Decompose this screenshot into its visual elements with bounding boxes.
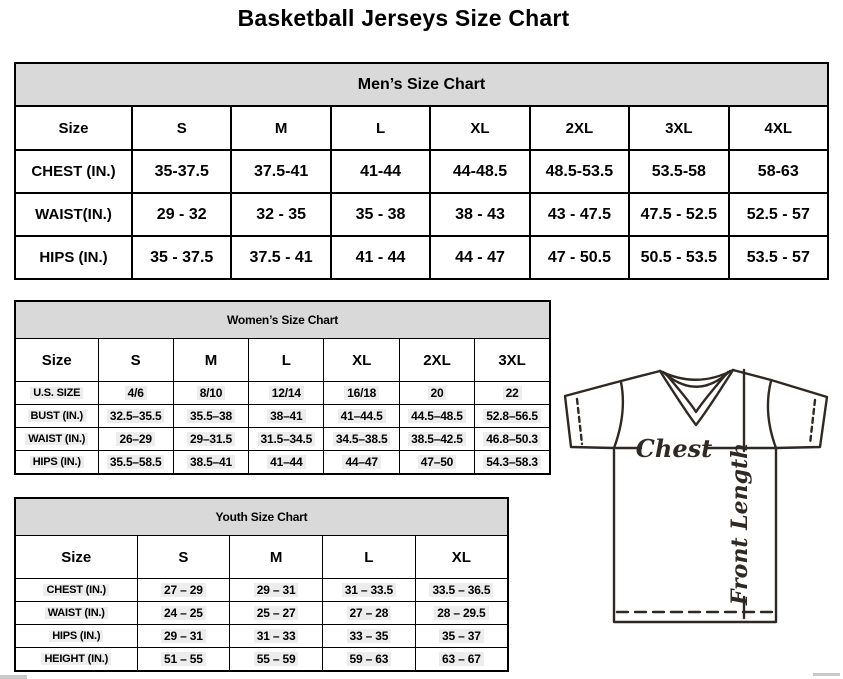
value-cell	[230, 602, 323, 625]
value-cell: 53.5-58	[629, 150, 728, 193]
cell-text: 12/14	[269, 386, 304, 400]
table-row	[15, 648, 508, 672]
cell-text: 22	[503, 386, 522, 400]
cell-text: 55 – 59	[254, 652, 299, 666]
column-header-m: M	[231, 106, 330, 150]
value-cell	[324, 428, 399, 451]
value-cell	[323, 602, 416, 625]
armhole-seam-left	[614, 382, 623, 448]
table-row	[15, 625, 508, 648]
column-header-m: M	[173, 339, 248, 382]
value-cell	[249, 405, 324, 428]
value-cell	[324, 382, 399, 405]
value-cell	[475, 405, 550, 428]
value-cell: 44 - 47	[430, 236, 529, 279]
cell-text: 41–44	[267, 455, 305, 469]
value-cell	[415, 648, 508, 672]
value-cell	[230, 648, 323, 672]
cell-text: U.S. SIZE	[30, 387, 83, 399]
row-label: HIPS (IN.)	[15, 236, 132, 279]
column-header-xl: XL	[430, 106, 529, 150]
cell-text: 41–44.5	[338, 409, 386, 423]
cell-text: 38–41	[267, 409, 305, 423]
cell-text: 31.5–34.5	[258, 432, 316, 446]
value-cell	[324, 405, 399, 428]
youth-section-title: Youth Size Chart	[15, 498, 508, 536]
row-label	[15, 579, 137, 602]
value-cell: 53.5 - 57	[729, 236, 828, 279]
header-row	[15, 339, 550, 382]
row-label	[15, 648, 137, 672]
cell-text: HIPS (IN.)	[49, 630, 103, 642]
value-cell: 58-63	[729, 150, 828, 193]
value-cell	[415, 602, 508, 625]
size-header-cell: Size	[15, 339, 98, 382]
value-cell: 48.5-53.5	[530, 150, 629, 193]
column-header-l: L	[331, 106, 430, 150]
table-row	[15, 428, 550, 451]
value-cell	[415, 625, 508, 648]
value-cell: 43 - 47.5	[530, 193, 629, 236]
cell-text: 33 – 35	[347, 629, 392, 643]
column-header-xl: XL	[324, 339, 399, 382]
cell-text: 35.5–58.5	[107, 455, 165, 469]
row-label	[15, 382, 98, 405]
scrollbar-fragment-right	[813, 673, 840, 676]
cell-text: 63 – 67	[439, 652, 484, 666]
value-cell: 50.5 - 53.5	[629, 236, 728, 279]
cell-text: 52.8–56.5	[483, 409, 541, 423]
value-cell	[323, 579, 416, 602]
page-title: Basketball Jerseys Size Chart	[237, 5, 570, 31]
cell-text: 24 – 25	[161, 606, 206, 620]
value-cell	[323, 648, 416, 672]
value-cell	[475, 428, 550, 451]
value-cell	[98, 405, 173, 428]
column-header-4xl: 4XL	[729, 106, 828, 150]
value-cell	[173, 451, 248, 475]
value-cell	[173, 382, 248, 405]
row-label	[15, 602, 137, 625]
value-cell	[323, 625, 416, 648]
value-cell: 29 - 32	[132, 193, 231, 236]
armhole-seam-right	[768, 381, 776, 448]
youth-size-chart-table	[14, 497, 509, 672]
header-row	[15, 106, 828, 150]
row-label: CHEST (IN.)	[15, 150, 132, 193]
cell-text: 38.5–42.5	[408, 432, 466, 446]
value-cell: 47 - 50.5	[530, 236, 629, 279]
value-cell	[137, 625, 230, 648]
value-cell: 37.5-41	[231, 150, 330, 193]
value-cell: 35 - 38	[331, 193, 430, 236]
cell-text: HEIGHT (IN.)	[41, 653, 111, 665]
cell-text: 35.5–38	[187, 409, 235, 423]
column-header-s: S	[137, 536, 230, 579]
table-row	[15, 579, 508, 602]
cell-text: 32.5–35.5	[107, 409, 165, 423]
size-header-cell: Size	[15, 536, 137, 579]
cell-text: 8/10	[197, 386, 226, 400]
value-cell	[137, 579, 230, 602]
column-header-2xl: 2XL	[399, 339, 474, 382]
row-label	[15, 625, 137, 648]
cell-text: 25 – 27	[254, 606, 299, 620]
value-cell: 32 - 35	[231, 193, 330, 236]
value-cell: 35 - 37.5	[132, 236, 231, 279]
cell-text: 34.5–38.5	[333, 432, 391, 446]
value-cell	[173, 428, 248, 451]
jersey-measurement-diagram	[550, 350, 843, 645]
row-label	[15, 405, 98, 428]
column-header-s: S	[132, 106, 231, 150]
cell-text: WAIST (IN.)	[45, 607, 108, 619]
cell-text: 44–47	[342, 455, 380, 469]
value-cell: 35-37.5	[132, 150, 231, 193]
column-header-xl: XL	[415, 536, 508, 579]
value-cell	[249, 382, 324, 405]
value-cell	[324, 451, 399, 475]
value-cell	[475, 382, 550, 405]
column-header-2xl: 2XL	[530, 106, 629, 150]
value-cell	[249, 428, 324, 451]
cell-text: 54.3–58.3	[483, 455, 541, 469]
value-cell	[399, 428, 474, 451]
womens-size-chart-table	[14, 300, 551, 475]
cuff-dash-right	[810, 400, 815, 444]
cell-text: 29 – 31	[161, 629, 206, 643]
row-label	[15, 428, 98, 451]
cell-text: 33.5 – 36.5	[429, 583, 493, 597]
cell-text: BUST (IN.)	[28, 410, 86, 422]
value-cell: 41 - 44	[331, 236, 430, 279]
column-header-3xl: 3XL	[629, 106, 728, 150]
row-label	[15, 451, 98, 475]
mens-size-chart-table	[14, 62, 829, 280]
column-header-s: S	[98, 339, 173, 382]
cell-text: 26–29	[116, 432, 154, 446]
cell-text: 4/6	[125, 386, 147, 400]
value-cell	[399, 451, 474, 475]
front-length-label: Front Length	[727, 442, 753, 606]
jersey-outline	[565, 370, 827, 622]
value-cell	[475, 451, 550, 475]
cuff-dash-left	[577, 399, 582, 444]
cell-text: 35 – 37	[439, 629, 484, 643]
row-label: WAIST(IN.)	[15, 193, 132, 236]
cell-text: 20	[428, 386, 447, 400]
value-cell	[399, 382, 474, 405]
size-header-cell: Size	[15, 106, 132, 150]
value-cell	[98, 382, 173, 405]
value-cell: 37.5 - 41	[231, 236, 330, 279]
value-cell	[98, 451, 173, 475]
value-cell	[137, 602, 230, 625]
women-section-title: Women’s Size Chart	[15, 301, 550, 339]
column-header-l: L	[249, 339, 324, 382]
cell-text: 27 – 29	[161, 583, 206, 597]
cell-text: 29–31.5	[187, 432, 235, 446]
value-cell	[230, 579, 323, 602]
value-cell	[415, 579, 508, 602]
table-row	[15, 405, 550, 428]
cell-text: 31 – 33	[254, 629, 299, 643]
cell-text: CHEST (IN.)	[43, 584, 109, 596]
cell-text: 51 – 55	[161, 652, 206, 666]
value-cell	[249, 451, 324, 475]
value-cell: 44-48.5	[430, 150, 529, 193]
cell-text: 47–50	[418, 455, 456, 469]
cell-text: HIPS (IN.)	[30, 456, 84, 468]
scrollbar-fragment-left	[0, 675, 27, 679]
cell-text: 28 – 29.5	[434, 606, 488, 620]
cell-text: WAIST (IN.)	[25, 433, 88, 445]
cell-text: 44.5–48.5	[408, 409, 466, 423]
cell-text: 29 – 31	[254, 583, 299, 597]
cell-text: 38.5–41	[187, 455, 235, 469]
header-row	[15, 536, 508, 579]
value-cell	[98, 428, 173, 451]
cell-text: 59 – 63	[347, 652, 392, 666]
value-cell: 38 - 43	[430, 193, 529, 236]
value-cell: 41-44	[331, 150, 430, 193]
chest-label: Chest	[635, 434, 713, 463]
table-row	[15, 236, 828, 279]
column-header-l: L	[323, 536, 416, 579]
cell-text: 27 – 28	[347, 606, 392, 620]
table-row	[15, 451, 550, 475]
value-cell	[173, 405, 248, 428]
table-row	[15, 382, 550, 405]
cell-text: 31 – 33.5	[342, 583, 396, 597]
table-row	[15, 602, 508, 625]
value-cell: 47.5 - 52.5	[629, 193, 728, 236]
cell-text: 16/18	[344, 386, 379, 400]
value-cell	[230, 625, 323, 648]
value-cell	[399, 405, 474, 428]
men-section-title: Men’s Size Chart	[15, 63, 828, 106]
table-row	[15, 150, 828, 193]
cell-text: 46.8–50.3	[483, 432, 541, 446]
value-cell: 52.5 - 57	[729, 193, 828, 236]
value-cell	[137, 648, 230, 672]
column-header-m: M	[230, 536, 323, 579]
table-row	[15, 193, 828, 236]
column-header-3xl: 3XL	[475, 339, 550, 382]
